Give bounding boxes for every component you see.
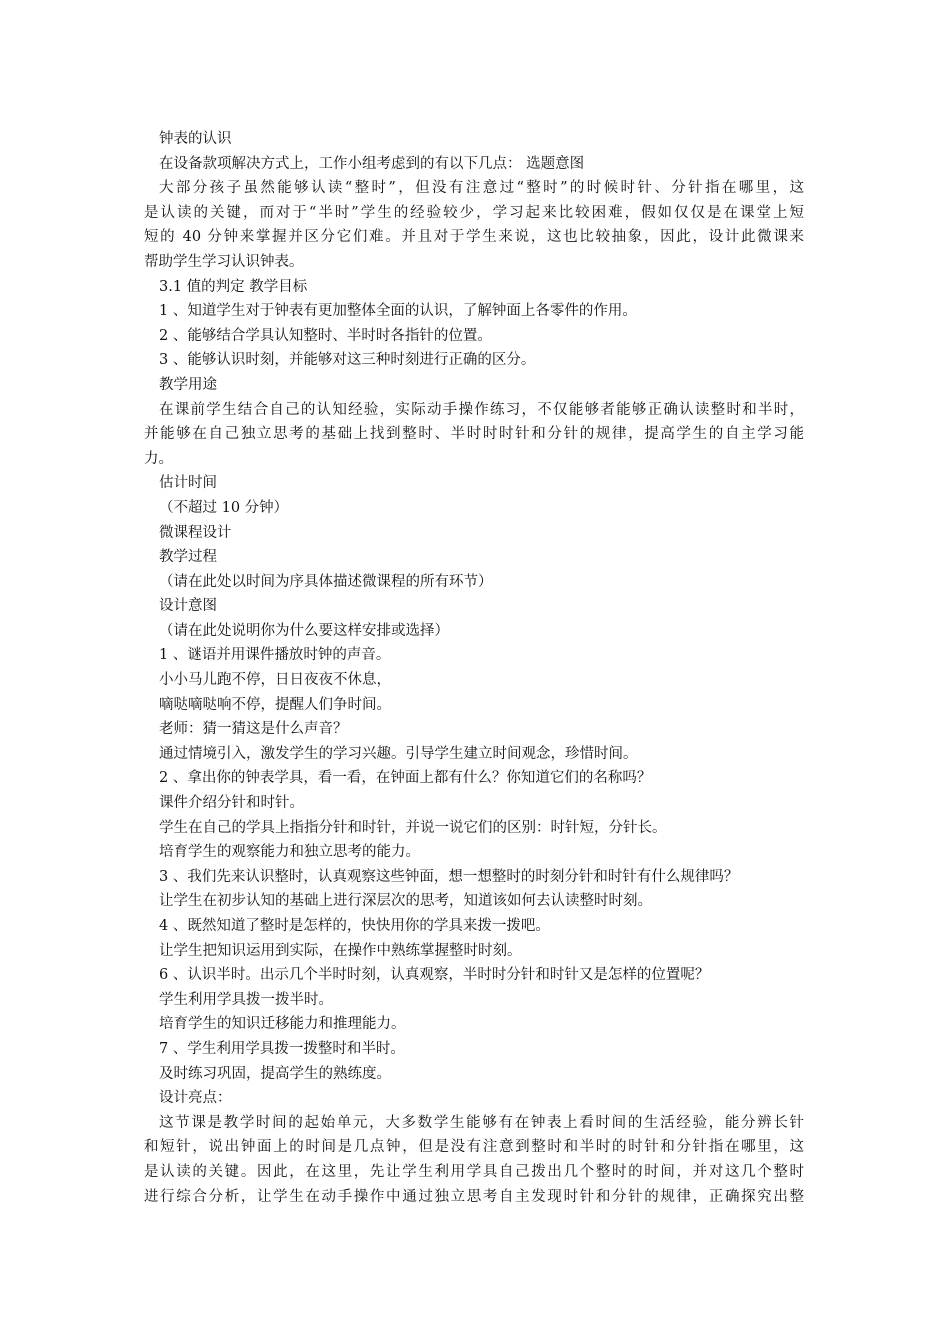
text-line: （请在此处以时间为序具体描述微课程的所有环节）: [159, 573, 493, 590]
text-line: 培育学生的观察能力和独立思考的能力。: [159, 844, 420, 861]
text-line: 短的 40 分钟来掌握并区分它们难。并且对于学生来说，这也比较抽象，因此，设计此微课来: [144, 229, 804, 246]
text-line: 1 、谜语并用课件播放时钟的声音。: [159, 647, 391, 664]
text-line: 在课前学生结合自己的认知经验，实际动手操作练习，不仅能够者能够正确认读整时和半时，: [159, 401, 804, 418]
text-line: 在设备款项解决方式上，工作小组考虑到的有以下几点： 选题意图: [159, 155, 585, 172]
text-line: 是认读的关键，而对于“半时”学生的经验较少，学习起来比较困难，假如仅仅是在课堂上短: [144, 204, 804, 221]
text-line: 让学生在初步认知的基础上进行深层次的思考，知道该如何去认读整时时刻。: [159, 893, 652, 910]
text-line: 大部分孩子虽然能够认读“整时”，但没有注意过“整时”的时候时针、分针指在哪里，这: [159, 180, 804, 197]
text-line: 教学过程: [159, 549, 217, 566]
text-line: 钟表的认识: [159, 131, 232, 147]
text-line: 力。: [144, 450, 173, 467]
text-line: 小小马儿跑不停，日日夜夜不休息，: [159, 672, 391, 689]
text-line: 4 、既然知道了整时是怎样的，快快用你的学具来拨一拨吧。: [159, 918, 550, 934]
text-line: 学生在自己的学具上指指分针和时针，并说一说它们的区别：时针短，分针长。: [159, 819, 667, 836]
text-line: 嘀哒嘀哒响不停，提醒人们争时间。: [159, 696, 391, 713]
text-line: 通过情境引入，激发学生的学习兴趣。引导学生建立时间观念，珍惜时间。: [159, 745, 638, 762]
text-line: 是认读的关键。因此，在这里，先让学生利用学具自己拨出几个整时的时间，并对这几个整时: [144, 1163, 804, 1180]
text-line: 微课程设计: [159, 524, 232, 541]
text-line: 让学生把知识运用到实际，在操作中熟练掌握整时时刻。: [159, 942, 522, 959]
text-line: 教学用途: [159, 376, 217, 393]
text-line: 进行综合分析，让学生在动手操作中通过独立思考自主发现时针和分针的规律，正确探究出整: [144, 1188, 804, 1205]
text-line: 1 、知道学生对于钟表有更加整体全面的认识，了解钟面上各零件的作用。: [159, 303, 637, 320]
text-line: 老师：猜一猜这是什么声音？: [159, 721, 348, 738]
text-line: 估计时间: [159, 475, 217, 492]
text-line: 2 、能够结合学具认知整时、半时时各指针的位置。: [159, 327, 492, 344]
text-line: 3.1 值的判定 教学目标: [159, 278, 308, 295]
text-line: 设计亮点：: [159, 1090, 232, 1107]
text-line: 帮助学生学习认识钟表。: [144, 253, 304, 270]
text-line: 并能够在自己独立思考的基础上找到整时、半时时时针和分针的规律，提高学生的自主学习能: [144, 426, 804, 443]
text-line: 3 、我们先来认识整时，认真观察这些钟面，想一想整时的时刻分针和时针有什么规律吗？: [159, 868, 739, 885]
text-line: 2 、拿出你的钟表学具，看一看，在钟面上都有什么？你知道它们的名称吗？: [159, 770, 652, 787]
text-line: （不超过 10 分钟）: [159, 499, 289, 516]
text-line: 这节课是教学时间的起始单元，大多数学生能够有在钟表上看时间的生活经验，能分辨长针: [159, 1114, 804, 1131]
text-line: 7 、学生利用学具拨一拨整时和半时。: [159, 1040, 405, 1057]
text-line: 设计意图: [159, 598, 217, 615]
text-line: 6 、认识半时。出示几个半时时刻，认真观察，半时时分针和时针又是怎样的位置呢？: [159, 967, 710, 984]
text-line: 学生利用学具拨一拨半时。: [159, 991, 333, 1008]
document-body: [144, 127, 804, 1209]
text-line: 课件介绍分针和时针。: [159, 795, 304, 812]
text-line: 和短针，说出钟面上的时间是几点钟，但是没有注意到整时和半时的时针和分针指在哪里，这: [144, 1139, 804, 1156]
text-line: 培育学生的知识迁移能力和推理能力。: [159, 1016, 406, 1033]
text-line: （请在此处说明你为什么要这样安排或选择）: [159, 622, 449, 639]
text-line: 及时练习巩固，提高学生的熟练度。: [159, 1065, 391, 1082]
text-line: 3 、能够认识时刻，并能够对这三种时刻进行正确的区分。: [159, 352, 536, 369]
